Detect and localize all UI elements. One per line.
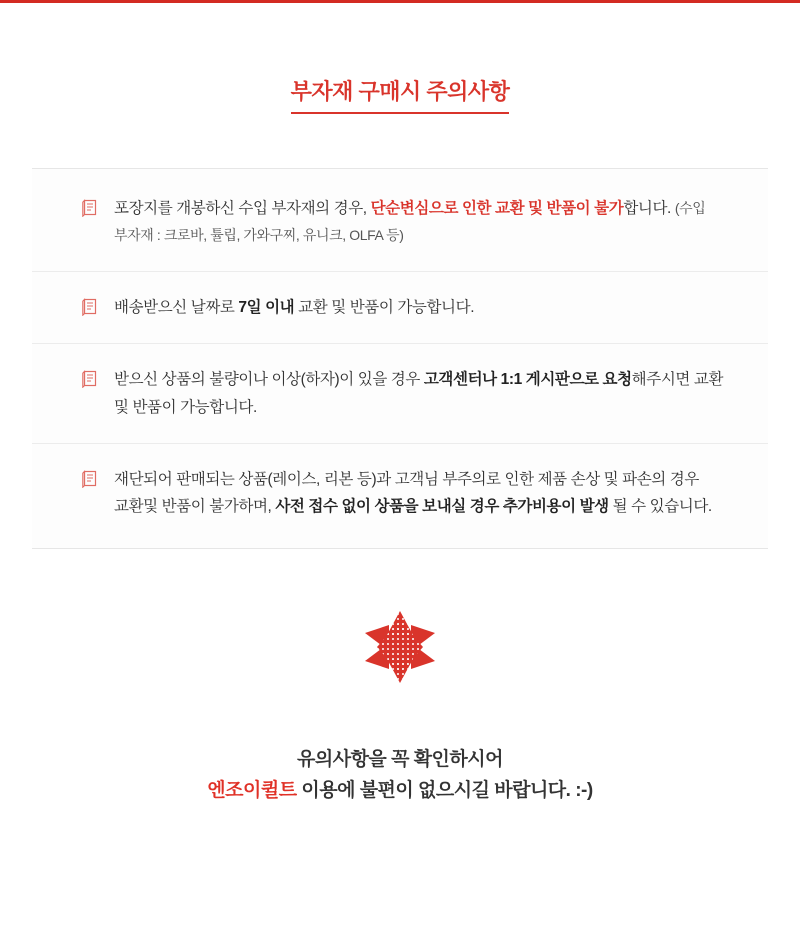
note-icon bbox=[82, 298, 98, 316]
notice-text bbox=[114, 366, 734, 420]
notice-part: 받으신 상품의 불량이나 이상(하자)이 있을 경우 bbox=[114, 371, 424, 389]
list-item bbox=[32, 444, 768, 542]
notice-part: 해주시면 교환 및 반품이 가능합니다. bbox=[114, 371, 724, 416]
footer-message bbox=[0, 744, 800, 807]
page-title-block bbox=[0, 3, 800, 142]
list-item bbox=[32, 272, 768, 344]
brand-name: 엔조이퀼트 bbox=[207, 780, 297, 802]
star-flower-ornament-icon bbox=[361, 607, 439, 687]
notice-list bbox=[32, 168, 768, 549]
notice-part-strong: 사전 접수 없이 상품을 보내실 경우 추가비용이 발생 bbox=[275, 497, 609, 515]
note-icon bbox=[82, 370, 98, 388]
footer-line-2-rest: 이용에 불편이 없으시길 바랍니다. :-) bbox=[296, 780, 593, 802]
notice-part: 합니다. bbox=[623, 200, 675, 217]
notice-text bbox=[114, 294, 474, 321]
notice-text bbox=[114, 195, 734, 249]
notice-part: 될 수 있습니다. bbox=[608, 497, 712, 515]
notice-part-strong: 7일 이내 bbox=[238, 299, 295, 317]
footer-line-2 bbox=[0, 775, 800, 806]
footer-line-1: 유의사항을 꼭 확인하시어 bbox=[297, 748, 503, 770]
ornament-block bbox=[0, 607, 800, 692]
notice-part-sub: (수입 부자재 : 크로바, 튤립, 가와구찌, 유니크, OLFA 등) bbox=[114, 200, 706, 244]
list-item bbox=[32, 173, 768, 272]
notice-part: 교환 및 반품이 가능합니다. bbox=[294, 299, 475, 317]
notice-part: 재단되어 판매되는 상품(레이스, 리본 등)과 고객님 부주의로 인한 제품 손상 및 파손의 경우 교환및 반품이 불가하며, bbox=[114, 470, 699, 515]
notice-page bbox=[0, 3, 800, 807]
list-item bbox=[32, 344, 768, 443]
note-icon bbox=[82, 199, 98, 217]
notice-part-emphasis: 단순변심으로 인한 교환 및 반품이 불가 bbox=[370, 200, 624, 217]
notice-text bbox=[114, 466, 734, 520]
note-icon bbox=[82, 470, 98, 488]
page-title: 부자재 구매시 주의사항 bbox=[291, 75, 510, 114]
notice-part: 배송받으신 날짜로 bbox=[114, 299, 239, 317]
notice-part: 포장지를 개봉하신 수입 부자재의 경우, bbox=[114, 200, 371, 217]
notice-part-strong: 고객센터나 1:1 게시판으로 요청 bbox=[423, 371, 632, 389]
